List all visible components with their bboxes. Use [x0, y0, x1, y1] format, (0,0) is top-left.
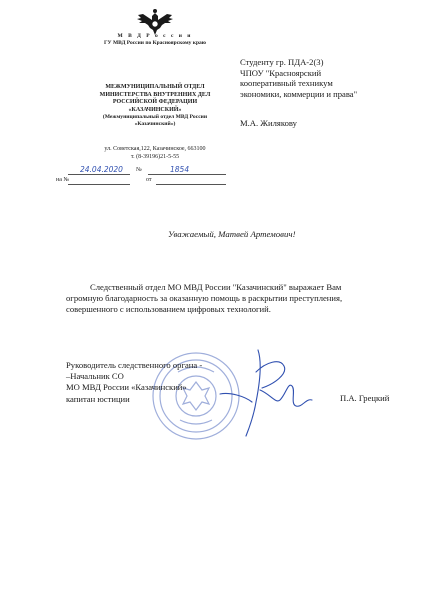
signer-position-line: МО МВД России «Казачинский» — [66, 382, 187, 393]
department-line: РОССИЙСКОЙ ФЕДЕРАЦИИ — [112, 99, 198, 106]
recipient-block — [240, 57, 420, 99]
greeting: Уважаемый, Матвей Артемович! — [168, 229, 296, 239]
reply-to-label: на № — [56, 177, 70, 183]
from-label: от — [146, 177, 152, 183]
signer-rank-line: капитан юстиции — [66, 393, 130, 404]
signature-block — [66, 360, 202, 405]
body-line: Следственный отдел МО МВД России "Казачинский" выражает Вам — [90, 282, 342, 292]
department-line: МЕЖМУНИЦИПАЛЬНЫЙ ОТДЕЛ — [105, 84, 205, 90]
org-parent: ГУ МВД России по Красноярскому краю — [104, 40, 206, 46]
recipient-line: экономики, коммерции и права" — [240, 88, 358, 99]
outgoing-date: 24.04.2020 — [80, 165, 123, 174]
signer-position-line: Руководитель следственного органа - — [66, 360, 203, 370]
department-line: МИНИСТЕРСТВА ВНУТРЕННИХ ДЕЛ — [99, 91, 211, 98]
department-short-name — [40, 114, 270, 128]
letter-body — [66, 282, 411, 316]
body-line: совершенного с использованием цифровых технологий. — [66, 304, 271, 315]
date-underline — [68, 174, 130, 175]
phone-line: т. (8-39196)21-5-55 — [130, 153, 180, 160]
recipient-line: Студенту гр. ПДА-2(3) — [240, 57, 324, 67]
recipient-line: кооперативный техникум — [240, 78, 333, 89]
body-line: огромную благодарность за оказанную помощь в раскрытии преступления, — [66, 293, 343, 304]
handwritten-signature-icon — [200, 342, 320, 442]
signer-position-line: –Начальник СО — [66, 371, 124, 382]
number-label: № — [136, 167, 142, 173]
address-line: ул. Советская,122, Казачинское, 663100 — [104, 146, 206, 152]
recipient-name: М.А. Жилякову — [240, 118, 297, 128]
recipient-line: ЧПОУ "Красноярский — [240, 67, 322, 78]
outgoing-number: 1854 — [170, 165, 190, 174]
outgoing-number-block — [56, 165, 238, 185]
org-name: М В Д Р о с с и и — [117, 33, 193, 39]
signer-name: П.А. Грецкий — [340, 393, 390, 403]
address — [40, 146, 270, 161]
department-short-line: (Межмуниципальный отдел МВД России — [102, 114, 208, 120]
reply-number-underline — [68, 184, 130, 185]
department-name — [40, 84, 270, 114]
number-underline — [148, 174, 226, 175]
department-short-line: «Казачинский») — [134, 121, 176, 128]
from-date-underline — [156, 184, 226, 185]
department-line: «КАЗАЧИНСКИЙ» — [128, 106, 182, 113]
